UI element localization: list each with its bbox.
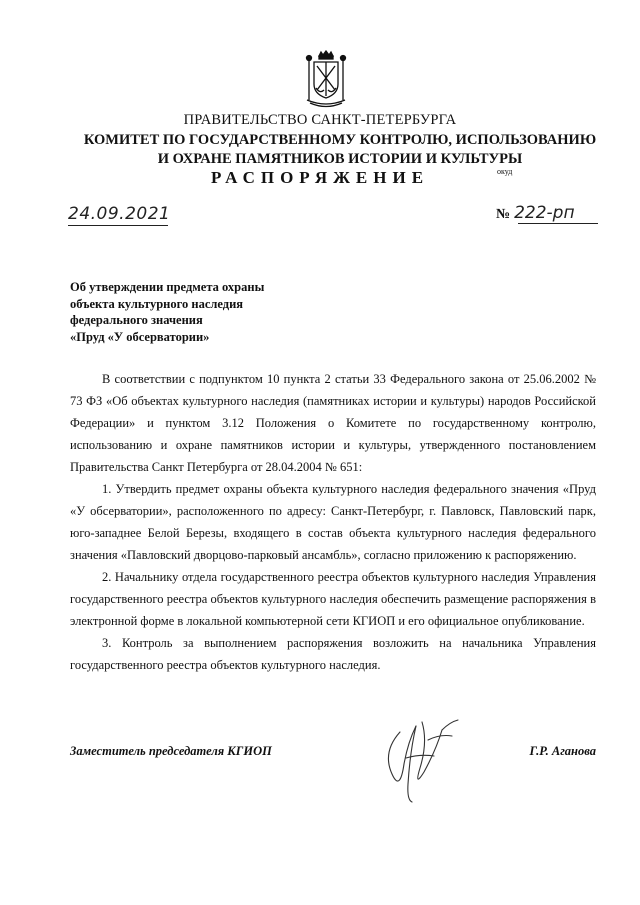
header-org: ПРАВИТЕЛЬСТВО САНКТ-ПЕТЕРБУРГА bbox=[183, 112, 457, 128]
subject-line: «Пруд «У обсерватории» bbox=[70, 329, 210, 344]
subject-line: Об утверждении предмета охраны bbox=[70, 280, 265, 294]
document-number bbox=[496, 203, 598, 223]
date-value: 24.09.2021 bbox=[68, 204, 171, 224]
subject-line: федерального значения bbox=[70, 313, 203, 327]
signatory-name: Г.Р. Аганова bbox=[529, 744, 596, 758]
number-value: 222-рп bbox=[514, 203, 575, 223]
number-underline bbox=[518, 223, 598, 224]
okud-label: окуд bbox=[497, 167, 513, 176]
signatory-position: Заместитель председателя КГИОП bbox=[70, 744, 272, 758]
header-committee-line1: КОМИТЕТ ПО ГОСУДАРСТВЕННОМУ КОНТРОЛЮ, ИСПОЛЬЗОВАНИЮ bbox=[83, 132, 597, 148]
date-underline bbox=[68, 225, 168, 226]
number-sign: № bbox=[496, 207, 511, 222]
body-text bbox=[70, 368, 596, 676]
item-2-paragraph: 2. Начальнику отдела государственного реестра объектов культурного наследия Управления государственного реестра объектов культурного наследия обеспечить размещение распоряжения в электронной форме в локальной компьютерной сети КГИОП и его официальное опубликование. bbox=[70, 570, 596, 628]
handwritten-signature bbox=[370, 712, 480, 804]
subject-block bbox=[70, 279, 330, 345]
subject-line: объекта культурного наследия bbox=[70, 296, 244, 311]
item-1-paragraph: 1. Утвердить предмет охраны объекта культурного наследия федерального значения «Пруд «У обсерватории», расположенного по адресу: Санкт-Петербург, г. Павловск, Павловский парк, юго-западнее Белой Березы, входящего в состав объекта культурного наследия федерального значения «Павловский дворцово-парковый ансамбль», согласно приложению к распоряжению. bbox=[70, 482, 596, 562]
document-date bbox=[68, 204, 171, 226]
spb-coat-of-arms-icon bbox=[304, 50, 348, 108]
header-committee bbox=[70, 131, 610, 169]
preamble-paragraph: В соответствии с подпунктом 10 пункта 2 статьи 33 Федерального закона от 25.06.2002 № 73 ФЗ «Об объектах культурного наследия (памятниках истории и культуры) народов Российской Федерации» и пунктом 3.12 Положения о Комитете по государственному контролю, использованию и охране памятников истории и культуры, утвержденного постановлением Правительства Санкт Петербурга от 28.04.2004 № 651: bbox=[70, 372, 596, 474]
header-committee-line2: И ОХРАНЕ ПАМЯТНИКОВ ИСТОРИИ И КУЛЬТУРЫ bbox=[157, 151, 523, 167]
doc-type-title: РАСПОРЯЖЕНИЕ bbox=[210, 168, 430, 187]
item-3-paragraph: 3. Контроль за выполнением распоряжения возложить на начальника Управления государственного реестра объектов культурного наследия. bbox=[70, 636, 596, 672]
